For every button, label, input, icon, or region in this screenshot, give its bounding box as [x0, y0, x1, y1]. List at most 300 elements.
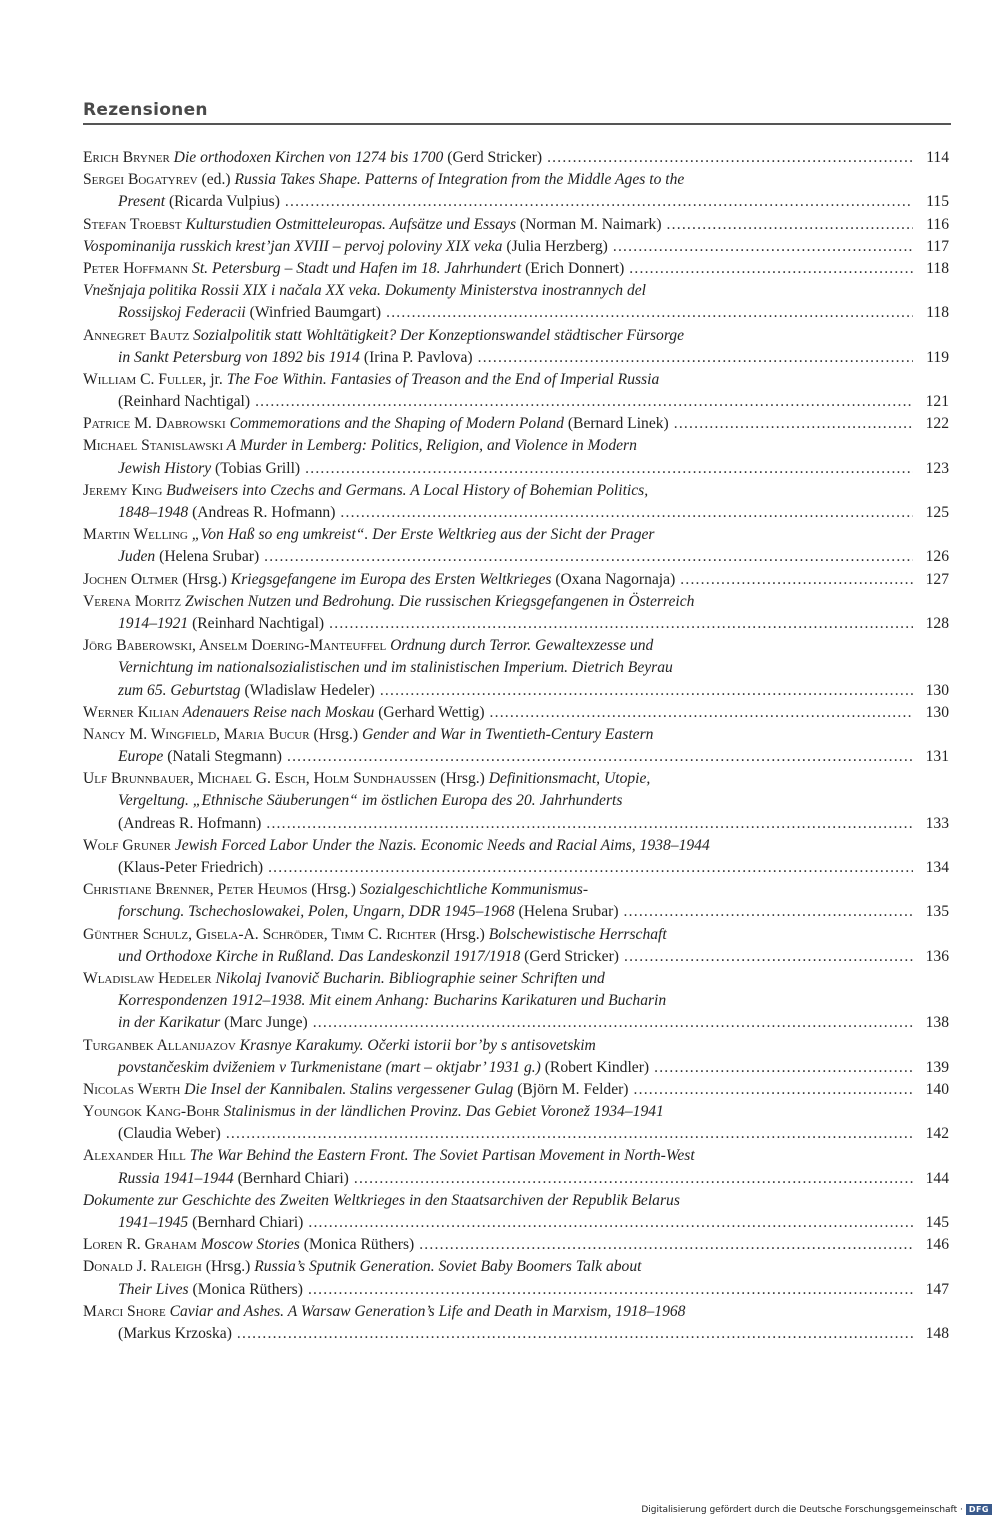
dot-leader [266, 813, 913, 835]
toc-line-text [118, 659, 673, 676]
toc-line-text [83, 1303, 685, 1320]
toc-line-text [118, 347, 473, 369]
dot-leader [226, 1123, 913, 1145]
toc-entry-line [83, 1256, 949, 1278]
entry-text: (Monica Rüthers) [188, 1280, 303, 1298]
toc-line-text [83, 1192, 680, 1209]
toc-entry [83, 569, 949, 591]
toc-line-text [83, 1147, 695, 1164]
toc-entry-line [83, 1057, 949, 1079]
review-title: Ordnung durch Terror. Gewaltexzesse und [386, 637, 654, 655]
toc-entry-line [83, 214, 949, 236]
entry-text: (Gerd Stricker) [520, 947, 619, 965]
page-number: 116 [926, 215, 949, 233]
toc-entry-line [83, 924, 949, 946]
page-number: 140 [925, 1080, 949, 1098]
toc-line-text [83, 1037, 596, 1054]
toc-entry-line [83, 879, 949, 901]
entry-text: (Natali Stegmann) [163, 748, 282, 766]
entry-text: (Tobias Grill) [211, 459, 301, 477]
toc-entry-line [83, 435, 949, 457]
toc-line-text [83, 327, 684, 344]
entry-text: (Robert Kindler) [540, 1058, 650, 1076]
toc-entry [83, 413, 949, 435]
toc-entry-line [83, 857, 949, 879]
review-title: und Orthodoxe Kirche in Rußland. Das Landeskonzil 1917/1918 [118, 947, 521, 965]
dot-leader [478, 347, 913, 369]
toc-line-text [83, 702, 485, 724]
toc-line-text [83, 1258, 641, 1275]
toc-line-text [83, 282, 646, 299]
page-number: 146 [925, 1236, 949, 1254]
entry-text: (Wladislaw Hedeler) [240, 681, 375, 699]
toc-line-text [83, 236, 608, 258]
entry-text: (Bernhard Chiari) [188, 1214, 304, 1231]
review-title: Vospominanija russkich krest’jan XVIII – pervoj poloviny XIX veka [83, 237, 503, 255]
review-title: The Foe Within. Fantasies of Treason and the End of Imperial Russia [226, 370, 660, 388]
toc-line-text [83, 371, 659, 388]
toc-entry-line [83, 635, 949, 657]
entry-text: (Monica Rüthers) [299, 1236, 415, 1254]
toc-entry-line [83, 1279, 949, 1301]
toc-entry-line [83, 1212, 949, 1234]
toc-line-text [118, 1168, 349, 1190]
toc-entry-line [83, 302, 949, 324]
page-number: 122 [925, 415, 949, 433]
page-number: 123 [925, 459, 949, 477]
toc-line-text [118, 680, 375, 702]
toc-line-text [118, 1279, 303, 1301]
page-number: 135 [925, 903, 949, 921]
entry-text: (Björn M. Felder) [513, 1080, 629, 1098]
page-number: 131 [925, 748, 949, 766]
entry-text: (Oxana Nagornaja) [551, 570, 676, 588]
toc-entry-line [83, 413, 949, 435]
toc-entry [83, 325, 949, 369]
toc-line-text [118, 992, 666, 1009]
dot-leader [308, 1279, 913, 1301]
author-name: Jörg Baberowski, Anselm Doering-Manteuffel [83, 637, 387, 655]
dot-leader [340, 502, 913, 524]
toc-entry-line [83, 1145, 949, 1167]
toc-line-text [83, 970, 605, 987]
toc-entry [83, 724, 949, 768]
toc-entry-line [83, 724, 949, 746]
toc-line-text [118, 746, 282, 768]
toc-entry-line [83, 169, 949, 191]
toc-entry [83, 524, 949, 568]
toc-entry-line [83, 1190, 949, 1212]
toc-line-text [118, 613, 324, 635]
page-number: 134 [925, 859, 949, 876]
toc-entry [83, 236, 949, 258]
review-title: Vernichtung im nationalsozialistischen und im stalinistischen Imperium. Dietrich Beyrau [118, 659, 673, 677]
toc-entry [83, 1145, 949, 1189]
toc-line-text [83, 881, 588, 898]
footer-text: Digitalisierung gefördert durch die Deutsche Forschungsgemeinschaft · [641, 1504, 963, 1515]
entry-text: (Ricarda Vulpius) [165, 193, 280, 211]
dot-leader [264, 546, 913, 568]
review-title: in der Karikatur [118, 1014, 221, 1032]
toc-entry [83, 702, 949, 724]
toc-entry-line [83, 901, 949, 923]
toc-line-text [83, 593, 694, 610]
toc-line-text [83, 770, 650, 787]
review-title: Kriegsgefangene im Europa des Ersten Weltkrieges [230, 570, 552, 588]
toc-line-text [83, 726, 653, 743]
toc-entry-line [83, 835, 949, 857]
page-number: 142 [925, 1125, 949, 1143]
entry-text: (Andreas R. Hofmann) [118, 814, 262, 832]
toc-entry [83, 768, 949, 835]
toc-line-text [83, 437, 637, 454]
author-name: Stefan Troebst [83, 215, 182, 233]
dot-leader [674, 413, 913, 435]
toc-entry-line [83, 657, 949, 679]
toc-entry-line [83, 968, 949, 990]
review-title: Definitionsmacht, Utopie, [488, 770, 651, 788]
dot-leader [613, 236, 913, 258]
entry-text: (Hrsg.) [309, 725, 362, 743]
toc-entry [83, 968, 949, 1035]
page-number: 130 [925, 703, 949, 721]
entry-text: , jr. [202, 370, 227, 388]
page-number: 121 [925, 393, 949, 411]
dot-leader [490, 702, 913, 724]
entry-text: (Andreas R. Hofmann) [188, 504, 336, 521]
toc-entry-line [83, 236, 949, 258]
toc-entry-line [83, 458, 949, 480]
toc-line-text [118, 901, 619, 923]
author-name: Nancy M. Wingfield, Maria Bucur [83, 725, 310, 743]
review-title: The War Behind the Eastern Front. The Soviet Partisan Movement in North-West [185, 1147, 695, 1165]
toc-entry [83, 1190, 949, 1234]
toc-entry [83, 1256, 949, 1300]
toc-entry-line [83, 1079, 949, 1101]
toc-entry [83, 214, 949, 236]
entry-text: (Bernard Linek) [563, 415, 669, 433]
toc-entry-line [83, 990, 949, 1012]
toc-entry-line [83, 347, 949, 369]
author-name: Martin Welling [83, 526, 188, 544]
review-title: in Sankt Petersburg von 1892 bis 1914 [118, 348, 360, 366]
review-title: 1914–1921 [118, 614, 189, 632]
entry-text: (Winfried Baumgart) [245, 304, 382, 322]
entry-text: (Marc Junge) [220, 1014, 308, 1032]
toc-entry [83, 1301, 949, 1345]
toc-line-text [83, 1234, 414, 1256]
page-number: 136 [925, 947, 949, 965]
dot-leader [624, 946, 913, 968]
review-title: Budweisers into Czechs and Germans. A Local History of Bohemian Politics, [162, 481, 649, 499]
review-title: Juden [118, 548, 156, 566]
entry-text: (Hrsg.) [436, 770, 489, 788]
toc-entry [83, 169, 949, 213]
toc-entry [83, 1079, 949, 1101]
page-number: 118 [926, 259, 949, 277]
review-title: Zwischen Nutzen und Bedrohung. Die russischen Kriegsgefangenen in Österreich [181, 592, 695, 610]
page-number: 144 [925, 1169, 949, 1187]
toc-entry [83, 924, 949, 968]
toc-entry-line [83, 1012, 949, 1034]
toc-entry [83, 480, 949, 524]
toc-line-text [118, 813, 261, 835]
dot-leader [634, 1079, 914, 1101]
author-name: Marci Shore [83, 1302, 166, 1320]
dot-leader [680, 569, 913, 591]
page-number: 130 [925, 681, 949, 699]
author-name: Christiane Brenner, Peter Heumos [83, 881, 308, 899]
toc-line-text [83, 1103, 664, 1120]
review-title: Russia’s Sputnik Generation. Soviet Baby Boomers Talk about [254, 1258, 642, 1276]
author-name: Verena Moritz [83, 592, 182, 610]
review-title: Russia Takes Shape. Patterns of Integration from the Middle Ages to the [234, 171, 685, 189]
review-title: Commemorations and the Shaping of Modern Poland [225, 415, 564, 433]
review-title: Russia 1941–1944 [118, 1169, 234, 1187]
toc-line-text [118, 1057, 649, 1079]
toc-line-text [83, 258, 624, 280]
entry-text: (Hrsg.) [436, 925, 489, 943]
author-name: Youngok Kang-Bohr [83, 1103, 220, 1121]
entry-text: (Reinhard Nachtigal) [118, 393, 251, 411]
toc-line-text [83, 526, 654, 543]
review-title: Nikolaj Ivanovič Bucharin. Bibliographie seiner Schriften und [211, 969, 605, 987]
toc-line-text [118, 1123, 221, 1145]
entry-text: (ed.) [197, 171, 235, 189]
review-title: Kulturstudien Ostmitteleuropas. Aufsätze und Essays [181, 215, 517, 233]
review-title: Gender and War in Twentieth-Century Eastern [361, 725, 654, 743]
toc-line-text [83, 569, 675, 591]
toc-entry-line [83, 768, 949, 790]
toc-line-text [118, 857, 263, 879]
review-title: St. Petersburg – Stadt und Hafen im 18. Jahrhundert [188, 259, 522, 277]
entry-text: (Julia Herzberg) [502, 237, 608, 255]
author-name: Patrice M. Dabrowski [83, 415, 226, 433]
dot-leader [285, 191, 913, 213]
entry-text: (Helena Srubar) [514, 903, 619, 921]
author-name: Wolf Gruner [83, 836, 171, 854]
toc-entry-line [83, 746, 949, 768]
page-number: 125 [925, 504, 949, 521]
toc-entry-line [83, 790, 949, 812]
dot-leader [268, 857, 913, 879]
toc-line-text [83, 413, 669, 435]
review-title: Rossijskoj Federacii [118, 304, 246, 322]
toc-entry-line [83, 613, 949, 635]
toc-line-text [118, 302, 381, 324]
author-name: Wladislaw Hedeler [83, 969, 212, 987]
page-number: 127 [925, 570, 949, 588]
toc-entry [83, 591, 949, 635]
toc-entry-line [83, 1301, 949, 1323]
page-number: 148 [925, 1324, 949, 1342]
author-name: Michael Stanislawski [83, 437, 224, 455]
toc-entry-line [83, 591, 949, 613]
toc-entry-line [83, 325, 949, 347]
toc-entry-line [83, 1323, 949, 1345]
toc-line-text [118, 391, 250, 413]
toc-entry-line [83, 546, 949, 568]
review-title: Bolschewistische Herrschaft [488, 925, 667, 943]
toc-entry [83, 147, 949, 169]
section-title: Rezensionen [83, 100, 208, 120]
review-title: Present [118, 193, 166, 211]
review-title: Jewish History [118, 459, 212, 477]
entry-text: (Gerd Stricker) [443, 149, 543, 166]
dot-leader [305, 458, 913, 480]
entry-text: (Claudia Weber) [118, 1125, 221, 1143]
review-title: Vnešnjaja politika Rossii XIX i načala XX veka. Dokumenty Ministerstva inostrannych del [83, 282, 646, 300]
entry-text: (Helena Srubar) [155, 548, 260, 566]
toc-entry-line [83, 369, 949, 391]
author-name: Peter Hoffmann [83, 259, 189, 277]
toc-entry [83, 369, 949, 413]
toc-line-text [83, 926, 667, 943]
review-title: Dokumente zur Geschichte des Zweiten Weltkrieges in den Staatsarchiven der Republik Belarus [83, 1191, 680, 1209]
toc-line-text [83, 214, 662, 236]
toc-line-text [118, 502, 335, 524]
toc-entry-line [83, 524, 949, 546]
toc-entry [83, 435, 949, 479]
toc-entry [83, 258, 949, 280]
toc-line-text [118, 1323, 232, 1345]
dot-leader [308, 1212, 913, 1234]
toc-line-text [83, 837, 710, 854]
author-name: Werner Kilian [83, 703, 179, 721]
toc-entry-line [83, 946, 949, 968]
toc-entry [83, 835, 949, 879]
page-number: 119 [926, 348, 949, 366]
toc-entry-line [83, 480, 949, 502]
dot-leader [255, 391, 913, 413]
toc-entry-line [83, 280, 949, 302]
entry-text: (Erich Donnert) [521, 259, 625, 277]
dot-leader [667, 214, 913, 236]
author-name: Sergei Bogatyrev [83, 171, 198, 189]
page-number: 115 [926, 193, 949, 211]
toc-entry-line [83, 680, 949, 702]
toc-entry-line [83, 258, 949, 280]
author-name: Annegret Bautz [83, 326, 190, 344]
table-of-contents [83, 147, 949, 1345]
dot-leader [654, 1057, 913, 1079]
page-number: 138 [925, 1014, 949, 1032]
toc-line-text [83, 637, 653, 654]
author-name: Günther Schulz, Gisela-A. Schröder, Timm C. Richter [83, 925, 437, 943]
toc-line-text [118, 191, 280, 213]
toc-entry-line [83, 1168, 949, 1190]
review-title: Europe [118, 748, 164, 766]
author-name: Alexander Hill [83, 1147, 186, 1165]
review-title: Caviar and Ashes. A Warsaw Generation’s Life and Death in Marxism, 1918–1968 [165, 1302, 686, 1320]
toc-entry-line [83, 191, 949, 213]
review-title: Vergeltung. „Ethnische Säuberungen“ im östlichen Europa des 20. Jahrhunderts [118, 792, 623, 810]
author-name: Donald J. Raleigh [83, 1258, 202, 1276]
toc-entry-line [83, 813, 949, 835]
entry-text: (Reinhard Nachtigal) [188, 614, 325, 632]
toc-line-text [118, 1212, 303, 1234]
page-number: 147 [925, 1280, 949, 1298]
entry-text: (Norman M. Naimark) [516, 215, 662, 233]
review-title: forschung. Tschechoslowakei, Polen, Ungarn, DDR 1945–1968 [118, 903, 515, 921]
dfg-logo-icon: DFG [966, 1504, 992, 1515]
page-number: 133 [925, 814, 949, 832]
review-title: Krasnye Karakumy. Očerki istorii bor’by s antisovetskim [235, 1036, 596, 1054]
page-number: 128 [925, 614, 949, 632]
dot-leader [547, 147, 913, 169]
review-title: Sozialgeschichtliche Kommunismus- [359, 881, 589, 899]
entry-text: (Irina P. Pavlova) [359, 348, 473, 366]
toc-line-text [83, 171, 684, 188]
toc-entry [83, 1234, 949, 1256]
page-number: 145 [925, 1214, 949, 1231]
page-footer [641, 1504, 992, 1515]
author-name: William C. Fuller [83, 370, 203, 388]
entry-text: (Hrsg.) [307, 881, 360, 899]
toc-entry-line [83, 569, 949, 591]
toc-line-text [118, 946, 619, 968]
review-title: Stalinismus in der ländlichen Provinz. Das Gebiet Voronež 1934–1941 [219, 1103, 664, 1121]
toc-entry-line [83, 1234, 949, 1256]
toc-line-text [118, 546, 259, 568]
toc-entry [83, 635, 949, 702]
review-title: zum 65. Geburtstag [118, 681, 241, 699]
page-number: 139 [925, 1058, 949, 1076]
page-number: 118 [926, 304, 949, 322]
author-name: Erich Bryner [83, 149, 170, 166]
dot-leader [629, 258, 913, 280]
toc-entry [83, 280, 949, 324]
review-title: A Murder in Lemberg: Politics, Religion, and Violence in Modern [223, 437, 637, 455]
dot-leader [624, 901, 913, 923]
toc-entry [83, 1035, 949, 1079]
dot-leader [380, 680, 913, 702]
toc-line-text [83, 482, 648, 499]
entry-text: (Hrsg.) [178, 570, 231, 588]
dot-leader [329, 613, 913, 635]
entry-text: (Klaus-Peter Friedrich) [118, 859, 264, 876]
toc-entry-line [83, 391, 949, 413]
toc-entry-line [83, 147, 949, 169]
dot-leader [313, 1012, 913, 1034]
toc-entry [83, 879, 949, 923]
page-number: 114 [926, 149, 949, 166]
dot-leader [354, 1168, 913, 1190]
author-name: Nicolas Werth [83, 1080, 181, 1098]
review-title: 1941–1945 [118, 1214, 189, 1231]
author-name: Loren R. Graham [83, 1236, 197, 1254]
toc-entry-line [83, 1123, 949, 1145]
author-name: Jochen Oltmer [83, 570, 179, 588]
dot-leader [287, 746, 913, 768]
review-title: povstančeskim dviženiem v Turkmenistane (mart – oktjabr’ 1931 g.) [118, 1058, 541, 1076]
review-title: 1848–1948 [118, 504, 189, 521]
dot-leader [237, 1323, 913, 1345]
review-title: Korrespondenzen 1912–1938. Mit einem Anhang: Bucharins Karikaturen und Bucharin [118, 992, 667, 1010]
review-title: Jewish Forced Labor Under the Nazis. Economic Needs and Racial Aims, 1938–1944 [170, 836, 710, 854]
toc-entry-line [83, 1101, 949, 1123]
author-name: Jeremy King [83, 481, 163, 499]
toc-entry-line [83, 1035, 949, 1057]
review-title: Die orthodoxen Kirchen von 1274 bis 1700 [169, 149, 444, 166]
review-title: Die Insel der Kannibalen. Stalins vergessener Gulag [180, 1080, 514, 1098]
page-number: 117 [926, 237, 949, 255]
toc-line-text [118, 792, 622, 809]
entry-text: (Markus Krzoska) [118, 1324, 232, 1342]
entry-text: (Hrsg.) [201, 1258, 255, 1276]
section-header [83, 100, 951, 125]
review-title: „Von Haß so eng umkreist“. Der Erste Weltkrieg aus der Sicht der Prager [187, 526, 655, 544]
